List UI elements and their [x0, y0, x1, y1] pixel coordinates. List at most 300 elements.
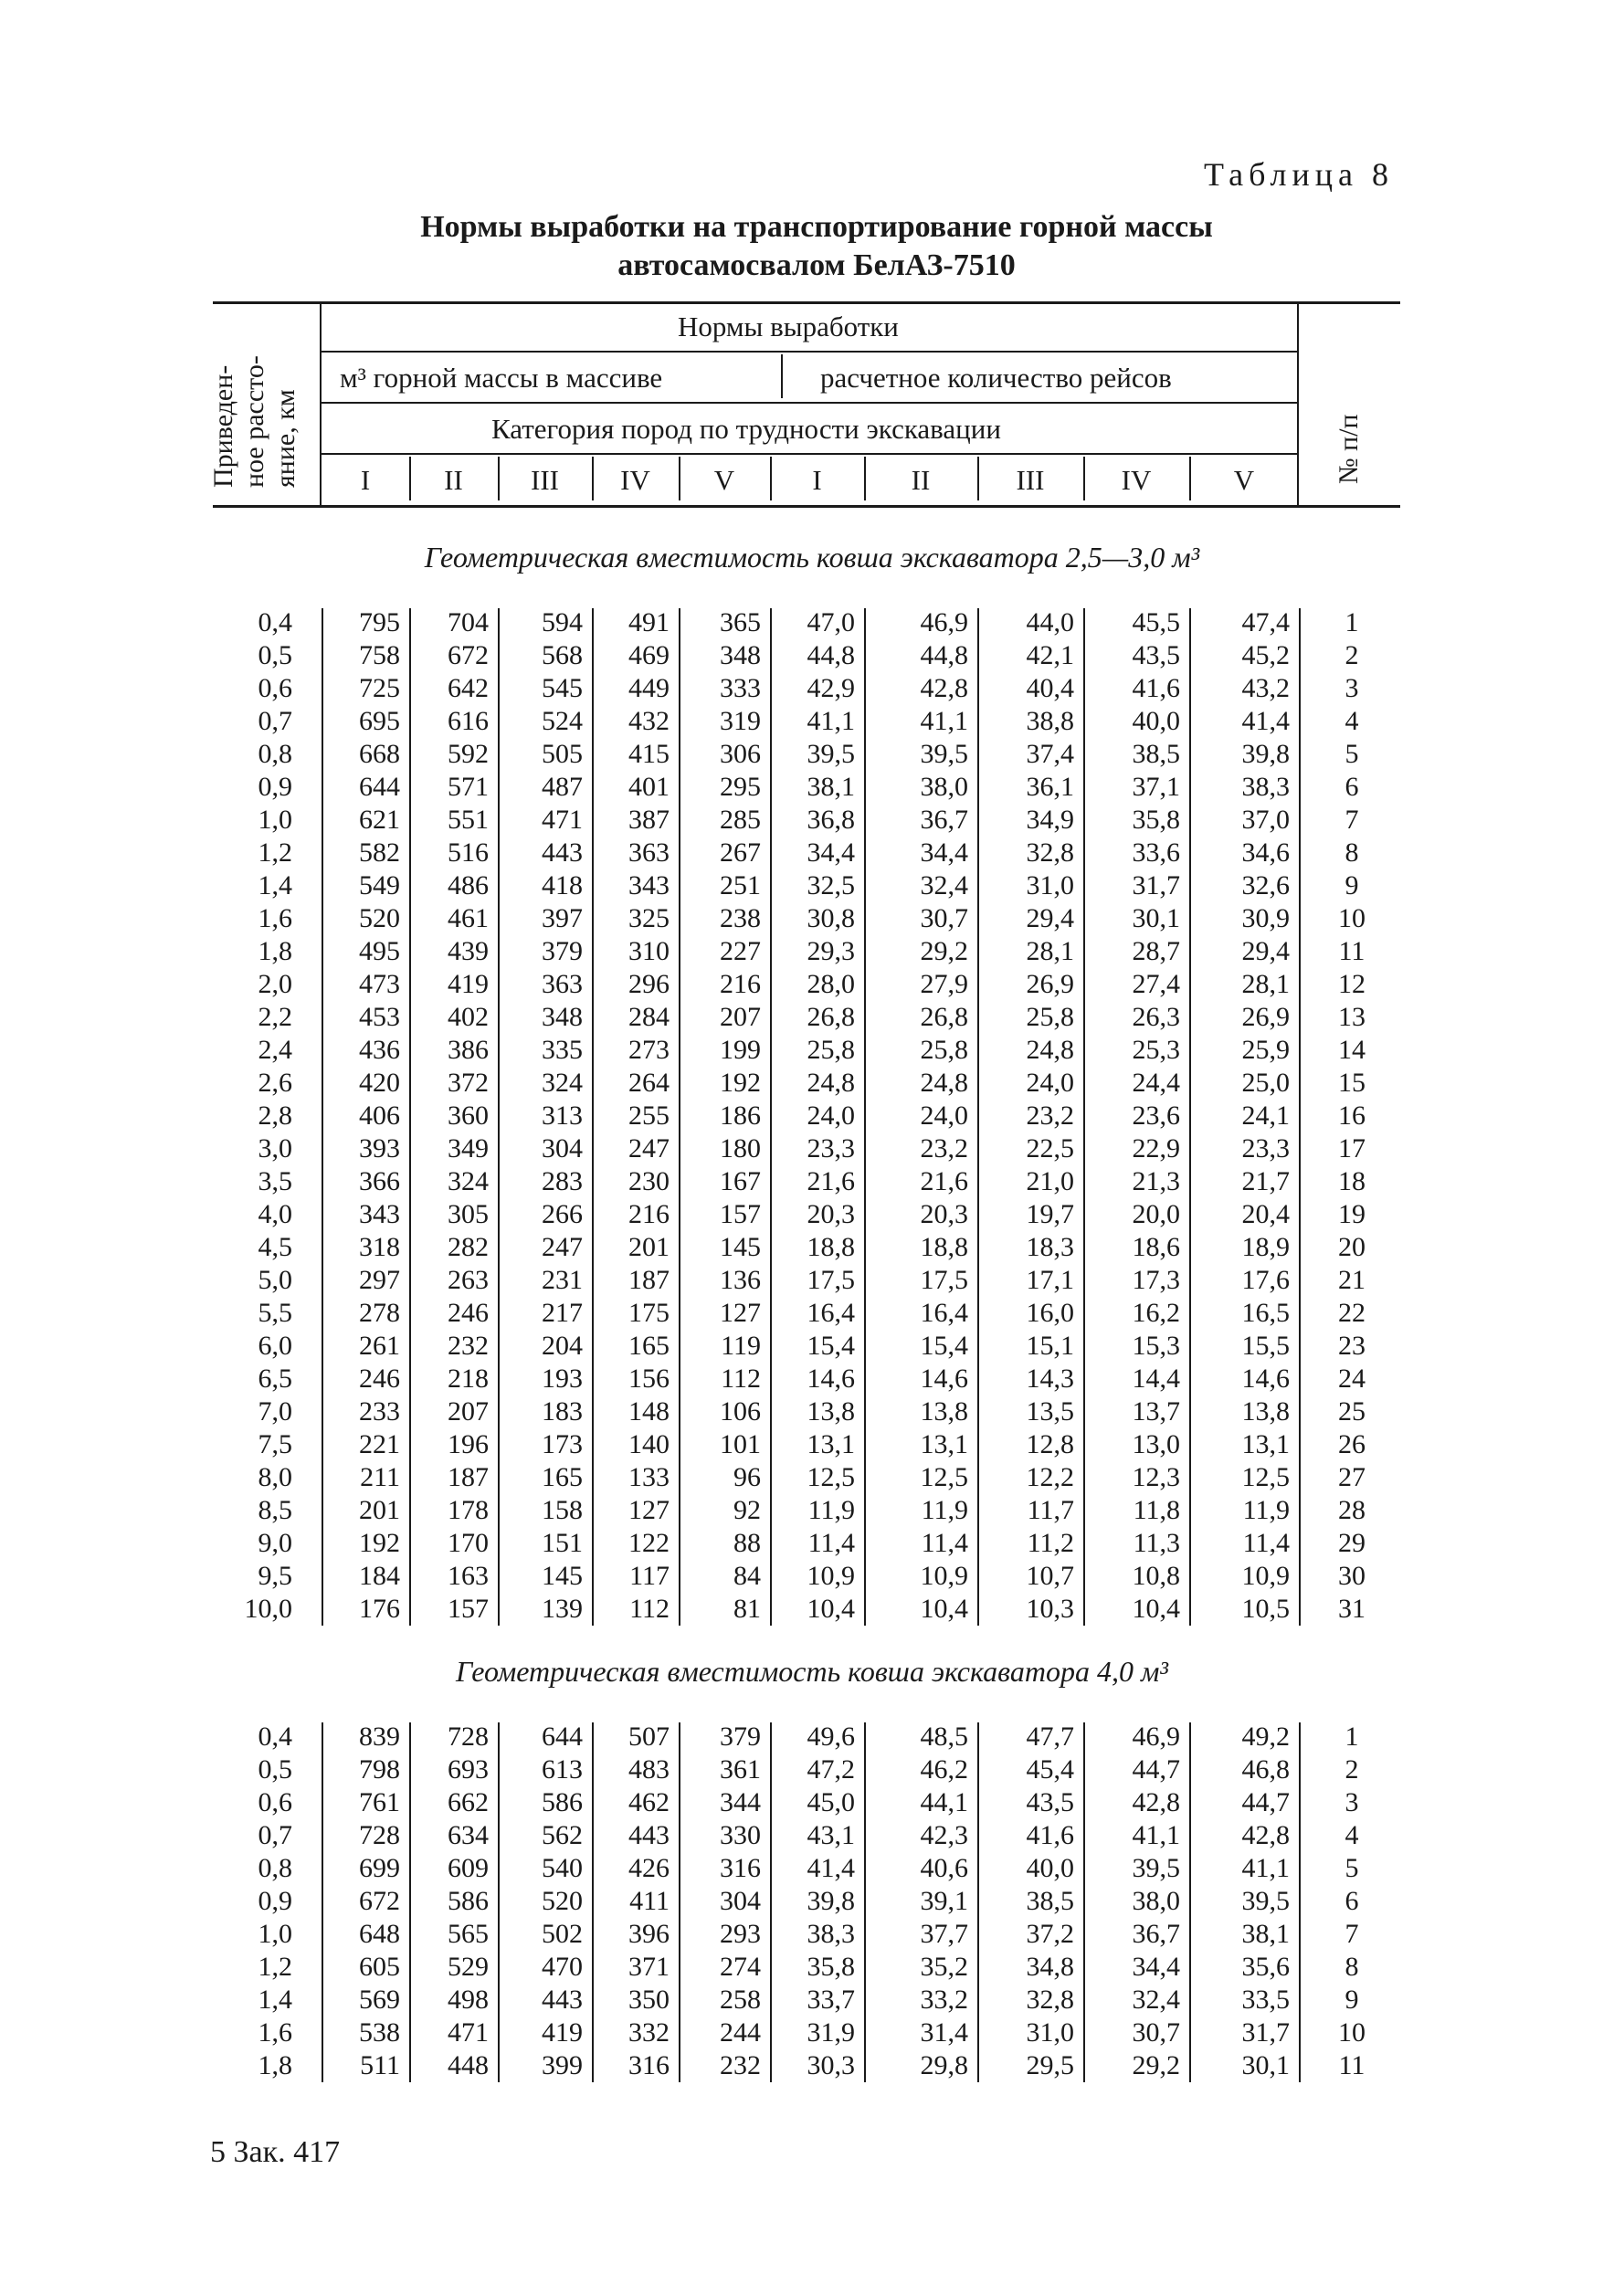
value-cell: 117 [629, 1561, 670, 1591]
value-cell: 25,8 [807, 1035, 855, 1065]
value-cell: 10,3 [1026, 1594, 1074, 1624]
serial-number-cell: 11 [1338, 936, 1366, 966]
value-cell: 36,7 [1132, 1919, 1180, 1949]
distance-cell: 0,6 [258, 1787, 292, 1817]
value-cell: 316 [720, 1853, 761, 1883]
value-cell: 582 [359, 837, 400, 868]
value-column [682, 606, 761, 1626]
distance-cell: 3,0 [258, 1133, 292, 1164]
value-cell: 10,9 [920, 1561, 968, 1591]
value-cell: 238 [720, 903, 761, 933]
value-cell: 20,0 [1132, 1199, 1180, 1229]
value-cell: 255 [628, 1100, 670, 1131]
value-cell: 507 [628, 1722, 670, 1752]
value-cell: 42,3 [920, 1820, 968, 1850]
value-cell: 251 [720, 870, 761, 900]
distance-cell: 8,5 [258, 1495, 292, 1525]
value-cell: 38,3 [807, 1919, 855, 1949]
value-cell: 29,5 [1026, 2050, 1074, 2080]
value-cell: 644 [542, 1722, 583, 1752]
value-cell: 15,3 [1132, 1331, 1180, 1361]
value-cell: 26,8 [807, 1002, 855, 1032]
value-cell: 17,3 [1132, 1265, 1180, 1295]
value-cell: 227 [720, 936, 761, 966]
value-cell: 246 [359, 1364, 400, 1394]
value-cell: 586 [542, 1787, 583, 1817]
value-cell: 17,6 [1241, 1265, 1290, 1295]
value-cell: 361 [720, 1754, 761, 1785]
value-column [501, 1721, 583, 2082]
value-cell: 839 [359, 1722, 400, 1752]
value-cell: 41,1 [1132, 1820, 1180, 1850]
distance-cell: 5,5 [258, 1298, 292, 1328]
value-cell: 348 [542, 1002, 583, 1032]
serial-number-column [1315, 1721, 1388, 2082]
value-cell: 46,2 [920, 1754, 968, 1785]
value-cell: 18,3 [1026, 1232, 1074, 1262]
distance-cell: 0,7 [258, 706, 292, 736]
value-cell: 34,9 [1026, 805, 1074, 835]
category-numeral: I [812, 464, 822, 496]
value-cell: 644 [359, 772, 400, 802]
value-cell: 562 [542, 1820, 583, 1850]
serial-number-cell: 4 [1345, 706, 1359, 736]
value-cell: 217 [542, 1298, 583, 1328]
value-cell: 586 [448, 1886, 489, 1916]
value-cell: 88 [733, 1528, 761, 1558]
title-line-1: Нормы выработки на транспортирование горной массы [420, 210, 1213, 244]
serial-number-cell: 12 [1338, 969, 1366, 999]
value-cell: 379 [542, 936, 583, 966]
value-cell: 343 [359, 1199, 400, 1229]
value-cell: 551 [448, 805, 489, 835]
serial-number-cell: 6 [1345, 1886, 1359, 1916]
value-cell: 502 [542, 1919, 583, 1949]
value-cell: 13,7 [1132, 1396, 1180, 1427]
value-cell: 439 [448, 936, 489, 966]
value-cell: 31,7 [1241, 2017, 1290, 2048]
value-cell: 18,8 [807, 1232, 855, 1262]
value-cell: 449 [628, 673, 670, 703]
value-cell: 568 [542, 640, 583, 670]
distance-cell: 1,8 [258, 2050, 292, 2080]
distance-cell: 1,0 [258, 1919, 292, 1949]
value-cell: 32,4 [1132, 1985, 1180, 2015]
value-cell: 343 [628, 870, 670, 900]
value-cell: 17,5 [920, 1265, 968, 1295]
value-cell: 38,0 [1132, 1886, 1180, 1916]
value-cell: 39,8 [1241, 739, 1290, 769]
value-cell: 419 [542, 2017, 583, 2048]
value-cell: 524 [542, 706, 583, 736]
value-cell: 38,1 [1241, 1919, 1290, 1949]
value-cell: 13,8 [807, 1396, 855, 1427]
value-cell: 45,0 [807, 1787, 855, 1817]
value-cell: 44,8 [920, 640, 968, 670]
value-cell: 47,0 [807, 607, 855, 637]
distance-cell: 10,0 [244, 1594, 292, 1624]
value-cell: 565 [448, 1919, 489, 1949]
value-cell: 11,9 [807, 1495, 855, 1525]
value-cell: 26,3 [1132, 1002, 1180, 1032]
column-divider [498, 608, 500, 1626]
distance-cell: 4,5 [258, 1232, 292, 1262]
value-cell: 29,8 [920, 2050, 968, 2080]
value-cell: 158 [542, 1495, 583, 1525]
value-cell: 495 [359, 936, 400, 966]
value-cell: 316 [628, 2050, 670, 2080]
serial-number-header: № п/п [1334, 414, 1364, 484]
value-cell: 571 [448, 772, 489, 802]
value-cell: 44,8 [807, 640, 855, 670]
value-cell: 16,0 [1026, 1298, 1074, 1328]
value-cell: 487 [542, 772, 583, 802]
value-cell: 461 [448, 903, 489, 933]
value-cell: 25,0 [1241, 1068, 1290, 1098]
value-cell: 170 [448, 1528, 489, 1558]
value-cell: 187 [628, 1265, 670, 1295]
value-cell: 20,4 [1241, 1199, 1290, 1229]
value-cell: 193 [542, 1364, 583, 1394]
value-column [1193, 606, 1290, 1626]
value-cell: 516 [448, 837, 489, 868]
value-cell: 642 [448, 673, 489, 703]
value-cell: 21,6 [920, 1166, 968, 1196]
value-cell: 29,2 [1132, 2050, 1180, 2080]
value-cell: 10,4 [920, 1594, 968, 1624]
value-cell: 613 [542, 1754, 583, 1785]
value-cell: 704 [448, 607, 489, 637]
distance-cell: 1,2 [258, 837, 292, 868]
value-cell: 10,4 [807, 1594, 855, 1624]
value-cell: 24,0 [920, 1100, 968, 1131]
value-cell: 261 [359, 1331, 400, 1361]
serial-number-cell: 17 [1338, 1133, 1366, 1164]
serial-number-cell: 26 [1338, 1429, 1366, 1459]
value-cell: 397 [542, 903, 583, 933]
value-cell: 363 [542, 969, 583, 999]
value-cell: 45,5 [1132, 607, 1180, 637]
value-cell: 344 [720, 1787, 761, 1817]
value-cell: 43,2 [1241, 673, 1290, 703]
value-cell: 11,4 [1242, 1528, 1290, 1558]
category-numeral: II [444, 464, 463, 496]
value-cell: 233 [359, 1396, 400, 1427]
value-cell: 264 [628, 1068, 670, 1098]
value-column [1193, 1721, 1290, 2082]
value-cell: 418 [542, 870, 583, 900]
value-cell: 33,7 [807, 1985, 855, 2015]
value-cell: 10,8 [1132, 1561, 1180, 1591]
value-cell: 668 [359, 739, 400, 769]
value-cell: 42,8 [1132, 1787, 1180, 1817]
value-cell: 17,5 [807, 1265, 855, 1295]
value-cell: 39,5 [807, 739, 855, 769]
value-cell: 15,4 [807, 1331, 855, 1361]
value-cell: 10,9 [807, 1561, 855, 1591]
value-cell: 112 [721, 1364, 761, 1394]
value-cell: 49,6 [807, 1722, 855, 1752]
distance-cell: 0,5 [258, 640, 292, 670]
value-cell: 24,0 [1026, 1068, 1074, 1098]
value-cell: 25,8 [1026, 1002, 1074, 1032]
table-heading [0, 208, 1624, 285]
value-cell: 244 [720, 2017, 761, 2048]
distance-cell: 9,0 [258, 1528, 292, 1558]
value-cell: 40,0 [1026, 1853, 1074, 1883]
value-cell: 18,9 [1241, 1232, 1290, 1262]
value-cell: 180 [720, 1133, 761, 1164]
value-cell: 12,8 [1026, 1429, 1074, 1459]
value-cell: 304 [720, 1886, 761, 1916]
header-rule-units [322, 402, 1299, 404]
value-cell: 258 [720, 1985, 761, 2015]
value-cell: 41,1 [920, 706, 968, 736]
distance-column [208, 1721, 292, 2082]
value-cell: 10,4 [1132, 1594, 1180, 1624]
distance-cell: 3,5 [258, 1166, 292, 1196]
column-divider [977, 1722, 979, 2082]
value-cell: 199 [720, 1035, 761, 1065]
value-cell: 335 [542, 1035, 583, 1065]
value-cell: 84 [733, 1561, 761, 1591]
category-divider [592, 457, 594, 500]
value-cell: 471 [542, 805, 583, 835]
category-header: Категория пород по трудности экскавации [491, 413, 1001, 445]
value-cell: 304 [542, 1133, 583, 1164]
value-cell: 44,1 [920, 1787, 968, 1817]
value-cell: 296 [628, 969, 670, 999]
value-cell: 491 [628, 607, 670, 637]
value-cell: 13,8 [1241, 1396, 1290, 1427]
value-cell: 263 [448, 1265, 489, 1295]
value-cell: 34,8 [1026, 1952, 1074, 1982]
category-numeral: II [911, 464, 931, 496]
value-cell: 27,4 [1132, 969, 1180, 999]
serial-number-cell: 8 [1345, 1952, 1359, 1982]
serial-number-cell: 10 [1338, 903, 1366, 933]
value-cell: 145 [720, 1232, 761, 1262]
value-cell: 379 [720, 1722, 761, 1752]
serial-number-cell: 16 [1338, 1100, 1366, 1131]
value-cell: 204 [542, 1331, 583, 1361]
value-cell: 498 [448, 1985, 489, 2015]
value-cell: 32,4 [920, 870, 968, 900]
distance-cell: 6,5 [258, 1364, 292, 1394]
value-cell: 24,0 [807, 1100, 855, 1131]
distance-cell: 2,4 [258, 1035, 292, 1065]
value-cell: 274 [720, 1952, 761, 1982]
value-cell: 26,9 [1241, 1002, 1290, 1032]
value-cell: 728 [448, 1722, 489, 1752]
value-cell: 349 [448, 1133, 489, 1164]
value-cell: 11,7 [1027, 1495, 1074, 1525]
value-cell: 41,1 [807, 706, 855, 736]
value-cell: 415 [628, 739, 670, 769]
value-column [868, 1721, 968, 2082]
value-cell: 231 [542, 1265, 583, 1295]
value-cell: 28,1 [1241, 969, 1290, 999]
value-cell: 411 [629, 1886, 670, 1916]
category-divider [770, 457, 772, 500]
value-cell: 538 [359, 2017, 400, 2048]
value-cell: 419 [448, 969, 489, 999]
value-cell: 13,8 [920, 1396, 968, 1427]
serial-number-cell: 13 [1338, 1002, 1366, 1032]
value-cell: 11,9 [1242, 1495, 1290, 1525]
column-divider [977, 608, 979, 1626]
value-cell: 230 [628, 1166, 670, 1196]
value-cell: 39,1 [920, 1886, 968, 1916]
value-column [413, 606, 489, 1626]
value-cell: 13,1 [1241, 1429, 1290, 1459]
header-rule-category [322, 453, 1299, 455]
value-cell: 25,9 [1241, 1035, 1290, 1065]
value-cell: 14,4 [1132, 1364, 1180, 1394]
value-cell: 29,4 [1241, 936, 1290, 966]
value-cell: 12,2 [1026, 1462, 1074, 1492]
value-cell: 297 [359, 1265, 400, 1295]
value-cell: 605 [359, 1952, 400, 1982]
value-cell: 798 [359, 1754, 400, 1785]
distance-cell: 0,9 [258, 772, 292, 802]
value-cell: 529 [448, 1952, 489, 1982]
value-cell: 167 [720, 1166, 761, 1196]
category-divider [864, 457, 866, 500]
category-divider [977, 457, 979, 500]
value-cell: 119 [721, 1331, 761, 1361]
value-cell: 15,1 [1026, 1331, 1074, 1361]
distance-cell: 1,6 [258, 2017, 292, 2048]
value-cell: 609 [448, 1853, 489, 1883]
value-cell: 29,4 [1026, 903, 1074, 933]
value-cell: 23,2 [920, 1133, 968, 1164]
value-cell: 360 [448, 1100, 489, 1131]
distance-cell: 7,5 [258, 1429, 292, 1459]
serial-number-column [1315, 606, 1388, 1626]
value-cell: 436 [359, 1035, 400, 1065]
value-cell: 36,1 [1026, 772, 1074, 802]
value-cell: 21,3 [1132, 1166, 1180, 1196]
value-cell: 156 [628, 1364, 670, 1394]
value-cell: 471 [448, 2017, 489, 2048]
serial-number-cell: 2 [1345, 1754, 1359, 1785]
column-divider [770, 608, 772, 1626]
value-cell: 33,5 [1241, 1985, 1290, 2015]
value-cell: 25,3 [1132, 1035, 1180, 1065]
value-cell: 39,8 [807, 1886, 855, 1916]
value-cell: 295 [720, 772, 761, 802]
distance-cell: 1,0 [258, 805, 292, 835]
value-cell: 11,4 [921, 1528, 968, 1558]
value-cell: 453 [359, 1002, 400, 1032]
serial-number-cell: 29 [1338, 1528, 1366, 1558]
column-divider [864, 1722, 866, 2082]
value-cell: 29,3 [807, 936, 855, 966]
value-cell: 11,4 [807, 1528, 855, 1558]
column-divider [409, 608, 411, 1626]
value-cell: 594 [542, 607, 583, 637]
value-cell: 12,5 [1241, 1462, 1290, 1492]
value-cell: 16,4 [920, 1298, 968, 1328]
value-cell: 634 [448, 1820, 489, 1850]
value-cell: 402 [448, 1002, 489, 1032]
value-cell: 621 [359, 805, 400, 835]
value-cell: 30,7 [920, 903, 968, 933]
column-divider [322, 608, 323, 1626]
value-cell: 30,3 [807, 2050, 855, 2080]
distance-cell: 1,6 [258, 903, 292, 933]
value-cell: 165 [542, 1462, 583, 1492]
volume-header: м³ горной массы в массиве [340, 362, 663, 394]
distance-cell: 0,7 [258, 1820, 292, 1850]
value-cell: 38,3 [1241, 772, 1290, 802]
value-cell: 35,6 [1241, 1952, 1290, 1982]
value-column [413, 1721, 489, 2082]
value-cell: 47,4 [1241, 607, 1290, 637]
units-divider [781, 354, 783, 398]
serial-number-cell: 21 [1338, 1265, 1366, 1295]
value-cell: 16,4 [807, 1298, 855, 1328]
value-cell: 33,6 [1132, 837, 1180, 868]
value-column [1087, 1721, 1180, 2082]
serial-number-cell: 3 [1345, 1787, 1359, 1817]
category-numeral: III [1016, 464, 1045, 496]
value-cell: 46,9 [920, 607, 968, 637]
value-cell: 540 [542, 1853, 583, 1883]
value-column [682, 1721, 761, 2082]
value-cell: 47,7 [1026, 1722, 1074, 1752]
value-cell: 699 [359, 1853, 400, 1883]
value-cell: 37,4 [1026, 739, 1074, 769]
value-cell: 371 [628, 1952, 670, 1982]
category-numeral: III [531, 464, 559, 496]
serial-number-cell: 30 [1338, 1561, 1366, 1591]
distance-cell: 0,4 [258, 1722, 292, 1752]
value-cell: 35,8 [807, 1952, 855, 1982]
value-cell: 38,5 [1026, 1886, 1074, 1916]
value-cell: 40,4 [1026, 673, 1074, 703]
value-cell: 101 [720, 1429, 761, 1459]
value-cell: 448 [448, 2050, 489, 2080]
value-cell: 32,8 [1026, 837, 1074, 868]
distance-cell: 4,0 [258, 1199, 292, 1229]
serial-number-cell: 24 [1338, 1364, 1366, 1394]
value-cell: 30,9 [1241, 903, 1290, 933]
value-cell: 38,0 [920, 772, 968, 802]
value-cell: 112 [629, 1594, 670, 1624]
value-cell: 14,6 [807, 1364, 855, 1394]
column-divider [592, 1722, 594, 2082]
value-cell: 443 [628, 1820, 670, 1850]
value-cell: 273 [628, 1035, 670, 1065]
trips-header: расчетное количество рейсов [820, 362, 1172, 394]
value-cell: 396 [628, 1919, 670, 1949]
value-cell: 32,8 [1026, 1985, 1074, 2015]
value-column [501, 606, 583, 1626]
value-cell: 592 [448, 739, 489, 769]
value-cell: 283 [542, 1166, 583, 1196]
serial-number-cell: 9 [1345, 1985, 1359, 2015]
value-cell: 25,8 [920, 1035, 968, 1065]
value-cell: 19,7 [1026, 1199, 1074, 1229]
distance-cell: 2,6 [258, 1068, 292, 1098]
value-cell: 332 [628, 2017, 670, 2048]
value-cell: 41,4 [1241, 706, 1290, 736]
serial-number-cell: 28 [1338, 1495, 1366, 1525]
distance-cell: 2,8 [258, 1100, 292, 1131]
value-cell: 406 [359, 1100, 400, 1131]
